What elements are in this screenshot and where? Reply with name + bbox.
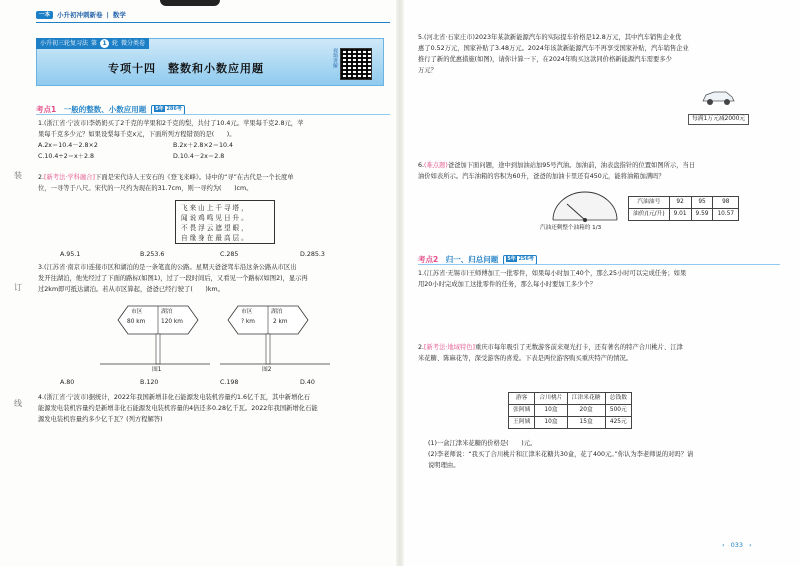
option-c[interactable]: C.10.4÷2＝x＋2.8 <box>38 153 95 161</box>
book-header <box>36 10 126 20</box>
sign-1 <box>100 306 210 364</box>
banner-tab-right: 微分类卷 <box>121 39 146 47</box>
figure-2-caption: 图2 <box>262 367 272 373</box>
page-number-nav <box>722 540 752 550</box>
binding-mark-bottom: 线 <box>14 399 22 408</box>
page-number: 033 <box>730 541 744 549</box>
book-gutter <box>396 0 404 566</box>
sub-question-2-cont: 说明理由。 <box>428 462 460 470</box>
banner-round-pre: 第 <box>91 39 98 47</box>
sign2-left-km: ? km <box>241 319 255 325</box>
question-8: 2.[新考法·地域特色]重庆市每年吸引了无数游客前来观光打卡，还有著名的特产合川桃片、江津 米花糖、陈麻花等，深受游客的喜爱。下表是两位游客购买重庆特产的情况。 <box>418 344 683 363</box>
option-d[interactable]: D.10.4－2x＝2.8 <box>173 153 225 161</box>
question-7: 1.(江苏省·无锡市)王师傅加工一批零件，如果每小时加工40个，那么25小时可以完成任务；如果 用20小时完成加工这批零件的任务，那么每小时要加工多少个？ <box>418 270 687 289</box>
series-badge: 一本 <box>36 11 53 20</box>
prev-page-icon[interactable]: ‹ <box>722 541 725 549</box>
binding-mark-top: 装 <box>14 171 22 180</box>
sign2-left-label: 市区 <box>241 309 253 315</box>
frequency-badge: 5年 256考 <box>503 255 537 265</box>
question-4: 4.(浙江省·宁波市)据统计，2022年我国新增非化石能源发电装机容量约1.6亿千瓦，其中新增化石 能源发电装机容量约是新增非化石能源发电装机容量的4倍还多0.28亿千瓦。2022年我国新增化石能 源发电装机容量约多少亿千瓦？(列方程解答) <box>38 394 318 424</box>
q1-options-row2 <box>38 151 308 162</box>
table-row: 游客 合川桃片 江津米花糖 总钱数 <box>509 393 632 405</box>
fuel-price-table <box>628 196 739 221</box>
poem-box: 飞来山上千寻塔， 闻说鸡鸣见日升。 不畏浮云遮望眼， 自缘身在最高层。 <box>175 200 275 244</box>
sign1-right-km: 120 km <box>161 319 183 325</box>
figure-1-caption: 图1 <box>152 367 162 373</box>
section-label: 考点2 归一、归总问题 <box>418 255 499 264</box>
promo-label: 每满1万元减2000元 <box>688 114 749 125</box>
question-2: 2.[新考法·学科融合]下面是宋代诗人王安石的《登飞来峰》。诗中的“寻”在古代是一个长度单 位，一寻等于八尺。宋代的一尺约为现在的31.7cm，则一寻约为( )cm。 <box>38 174 294 193</box>
q1-options-row1 <box>38 140 308 151</box>
option-b[interactable]: B.2x＋2.8×2＝10.4 <box>173 142 233 150</box>
page-title: 专项十四 整数和小数应用题 <box>108 62 264 75</box>
sub-question-1: (1)一盒江津米花糖的价格是( )元。 <box>428 440 537 447</box>
car-icon <box>700 88 736 108</box>
table-row: 张阿姨 10盒 20盒 500元 <box>509 404 632 416</box>
sign2-right-km: 2 km <box>273 319 288 325</box>
sign1-left-label: 市区 <box>131 309 143 315</box>
binding-mark-mid: 订 <box>14 283 22 292</box>
sign2-right-label: 湖泊 <box>271 309 283 315</box>
question-5: 5.(河北省·石家庄市)2023年某款新能源汽车的实际提车价格是12.8万元，其中汽车销售企业优 惠了0.52万元，国家补贴了3.48万元。2024年该款新能源汽车不再享受国家补贴，汽车销售企业 推行了新的优惠措施(如图)，请你计算一下，在2024年购买这款同价格新能源汽车需要多少 万元？ <box>418 34 689 75</box>
subject-label: 数学 <box>112 11 126 19</box>
option-a[interactable]: A.95.1 <box>60 251 81 258</box>
next-page-icon[interactable]: › <box>749 541 752 549</box>
question-1: 1.(浙江省·宁波市)李奶奶买了2千克的苹果和2千克的梨，共付了10.4元。苹果每千克2.8元，苹 果每千克多少元？如果设梨每千克x元，下面所列方程错误的是( )。 A.2x＝10.4－2.8×2 B.2x＋2.8×2＝10.4 C.10.4÷2＝x＋2.8 D.10.4－2x＝2.8 <box>38 118 390 162</box>
banner-tab <box>36 38 149 49</box>
question-6: 6.(难点题)爸爸加下面问题，途中到加油站加95号汽油。加油前，油表盘指针的位置如图所示，当日 油价如表所示。汽车油箱的容积为60升，爸爸的加油卡里还有450元，能将油箱加满吗？ <box>418 162 696 181</box>
specialty-purchase-table <box>508 392 632 429</box>
option-c[interactable]: C.198 <box>220 379 239 386</box>
option-d[interactable]: D.285.3 <box>300 251 325 258</box>
sign1-left-km: 80 km <box>127 319 146 325</box>
fuel-gauge-icon <box>545 190 625 226</box>
option-c[interactable]: C.285 <box>220 251 239 258</box>
frequency-badge: 5年 286考 <box>151 105 185 115</box>
option-a[interactable]: A.80 <box>60 379 75 386</box>
option-d[interactable]: D.40 <box>300 379 315 386</box>
qr-code-icon[interactable] <box>340 48 372 80</box>
top-shadow <box>160 0 220 6</box>
option-b[interactable]: B.120 <box>140 379 159 386</box>
banner-tab-left: 小升初三轮复习法 <box>40 39 89 47</box>
table-row: 油价/(元/升) 9.01 9.59 10.57 <box>629 208 739 220</box>
section-rule <box>36 114 390 115</box>
sub-question-2: (2)李老师说：“我买了合川桃片和江津米花糖共30盒，花了400元。”你认为李老师说的对吗？请 <box>428 451 694 459</box>
sign1-right-label: 湖泊 <box>161 309 173 315</box>
gauge-caption: 汽油还剩整个油箱的 1/3 <box>540 225 602 231</box>
section-label: 考点1 一般的整数、小数应用题 <box>36 105 147 114</box>
round-number-badge: 1 <box>100 39 109 48</box>
book-title: 小升初冲刺新卷 <box>57 11 103 19</box>
q2-options <box>60 250 380 260</box>
option-b[interactable]: B.253.6 <box>140 251 165 258</box>
header-separator: | <box>106 11 109 19</box>
question-8-subparts <box>428 438 780 471</box>
option-a[interactable]: A.2x＝10.4－2.8×2 <box>38 142 98 150</box>
section-rule <box>418 264 780 265</box>
header-rule <box>36 22 390 23</box>
banner-round-post: 轮 <box>112 39 119 47</box>
q3-options <box>60 378 380 388</box>
qr-label: 视频讲解 <box>332 48 338 68</box>
table-row: 王阿姨 10盒 15盒 425元 <box>509 416 632 428</box>
table-row: 汽油油号 92 95 98 <box>629 197 739 209</box>
question-3: 3.(江苏省·南京市)连接市区和湖泊的是一条笔直的公路。星期天爸爸驾车沿这条公路从市区出 发开往湖泊，他先经过了下面的路标(如图1)，过了一段时间后，又看见一个路标(如图2)，显示再 过2km即可抵达湖泊。若从市区算起，爸爸已经行驶了( )km。 <box>38 264 308 294</box>
